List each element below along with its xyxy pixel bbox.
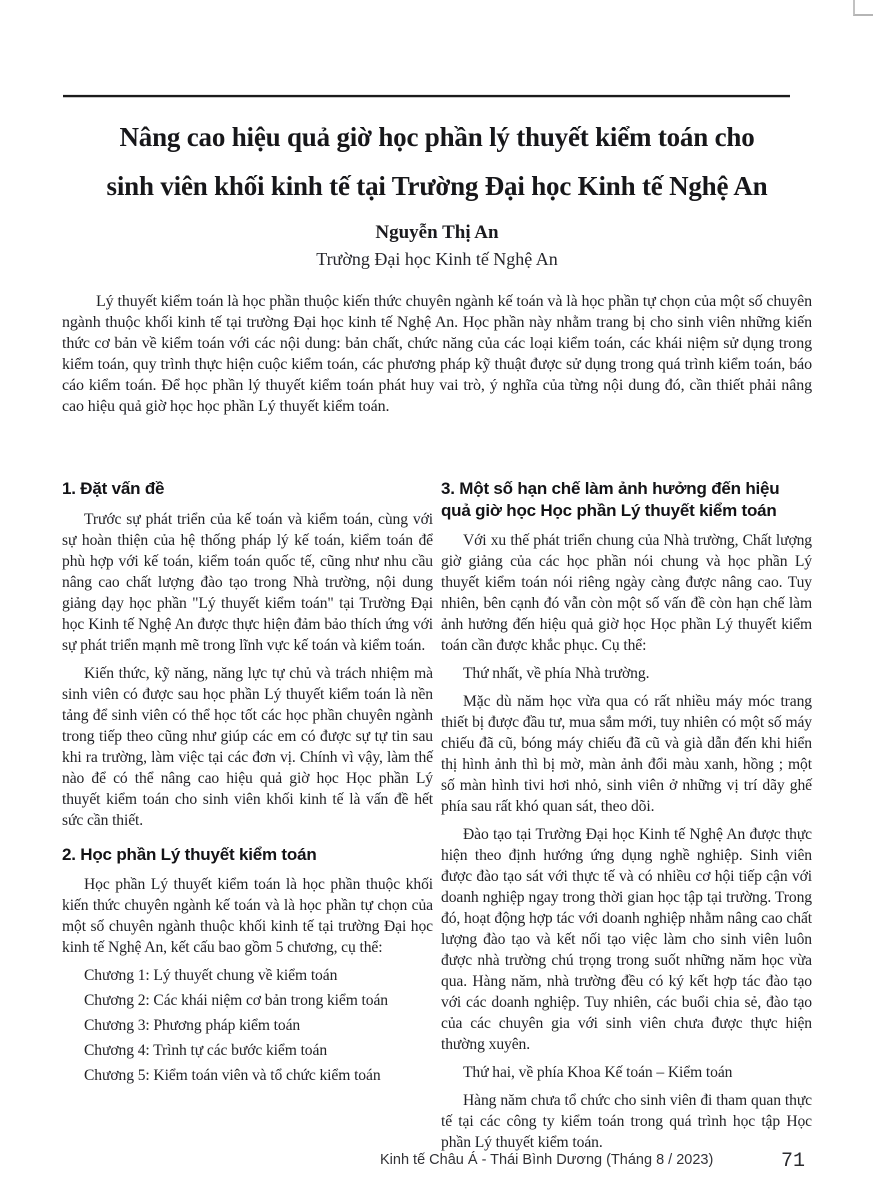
footer-journal-name: Kinh tế Châu Á - Thái Bình Dương (Tháng 8 / 2023) — [380, 1152, 714, 1168]
paragraph: Mặc dù năm học vừa qua có rất nhiều máy móc trang thiết bị được đầu tư, mua sắm mới, tuy nhiên có một số máy chiếu đã cũ, bóng máy chiếu đã cũ và già dẫn đến khi hiển thị hình ảnh thì bị mờ, màn ảnh đổi màu xanh, hồng ; một số màn hình tivi hơi nhỏ, sinh viên ở những vị trí dãy ghế phía sau rất khó quan sát, theo dõi. — [441, 693, 812, 815]
footer-page-number: 71 — [781, 1150, 806, 1173]
section-heading-1: 1. Đặt vấn đề — [62, 479, 165, 498]
header-rule — [63, 95, 790, 97]
chapter-item-3: Chương 3: Phương pháp kiểm toán — [84, 1017, 301, 1034]
chapter-item-2: Chương 2: Các khái niệm cơ bản trong kiểm toán — [84, 992, 389, 1009]
article-title — [42, 113, 832, 211]
paragraph: Đào tạo tại Trường Đại học Kinh tế Nghệ An được thực hiện theo định hướng ứng dụng nghề nghiệp. Sinh viên được đào tạo sát với thực tế và có nhiều cơ hội tiếp cận với doanh nghiệp ngay trong thời gian học tập tại trường. Trong đó, hoạt động hợp tác với doanh nghiệp nhằm nâng cao chất lượng đào tạo và kết nối tạo việc làm cho sinh viên luôn được nhà trường chú trọng trong suốt những năm học vừa qua. Hàng năm, nhà trường đều có ký kết hợp tác đào tạo với các doanh nghiệp. Tuy nhiên, các buổi chia sẻ, đào tạo của các chuyên gia với sinh viên chưa được thực hiện thường xuyên. — [441, 826, 812, 1053]
author-name: Nguyễn Thị An — [375, 222, 499, 243]
right-column — [441, 472, 812, 1160]
paragraph: Kiến thức, kỹ năng, năng lực tự chủ và trách nhiệm mà sinh viên có được sau học phần Lý thuyết kiểm toán là nền tảng để sinh viên có thể học tốt các học phần chuyên ngành trong tiếp theo cũng như giúp các em có được sự tự tin sau khi ra trường, làm việc tại các đơn vị. Chính vì vậy, làm thế nào để có thể nâng cao hiệu quả giờ học Học phần Lý thuyết kiểm toán cho sinh viên khối kinh tế là vấn đề hết sức cần thiết. — [62, 664, 433, 829]
paragraph: Với xu thế phát triển chung của Nhà trường, Chất lượng giờ giảng của các học phần nói chung và học phần Lý thuyết kiểm toán nói riêng ngày càng được nâng cao. Tuy nhiên, bên cạnh đó vẫn còn một số vấn đề còn hạn chế làm ảnh hưởng đến hiệu quả giờ học Học phần Lý thuyết kiểm toán cần được khắc phục. Cụ thể: — [441, 532, 812, 654]
title-line-2: sinh viên khối kinh tế tại Trường Đại học Kinh tế Nghệ An — [106, 171, 768, 201]
scan-corner-artifact — [853, 0, 873, 16]
title-line-1: Nâng cao hiệu quả giờ học phần lý thuyết kiểm toán cho — [119, 122, 755, 152]
chapter-item-5: Chương 5: Kiểm toán viên và tổ chức kiểm toán — [84, 1067, 381, 1084]
section-heading-3: 3. Một số hạn chế làm ảnh hưởng đến hiệu quả giờ học Học phần Lý thuyết kiểm toán — [441, 479, 780, 520]
chapter-item-1: Chương 1: Lý thuyết chung về kiểm toán — [84, 967, 338, 984]
paragraph: Học phần Lý thuyết kiểm toán là học phần thuộc khối kiến thức chuyên ngành kế toán và là học phần tự chọn của một số chuyên ngành thuộc khối kinh tế tại trường Đại học kinh tế Nghệ An, kết cấu bao gồm 5 chương, cụ thể: — [62, 876, 433, 956]
author-affiliation: Trường Đại học Kinh tế Nghệ An — [316, 249, 558, 269]
paragraph: Trước sự phát triển của kế toán và kiểm toán, cùng với sự hoàn thiện của hệ thống pháp lý kế toán, kiểm toán để phù hợp với kế toán, kiểm toán quốc tế, cũng như nhu cầu nâng cao chất lượng đào tạo trong Nhà trường, nội dung giảng dạy học phần "Lý thuyết kiểm toán" tại Trường Đại học Kinh tế Nghệ An được thực hiện đảm bảo thích ứng với sự phát triển mạnh mẽ trong lĩnh vực kế toán và kiểm toán. — [62, 510, 433, 654]
paragraph: Hàng năm chưa tổ chức cho sinh viên đi tham quan thực tế tại các công ty kiểm toán trong quá trình học tập Học phần Lý thuyết kiểm toán. — [441, 1092, 812, 1151]
section-heading-2: 2. Học phần Lý thuyết kiểm toán — [62, 844, 317, 864]
abstract-text: Lý thuyết kiểm toán là học phần thuộc kiến thức chuyên ngành kế toán và là học phần tự chọn của một số chuyên ngành thuộc khối kinh tế tại trường Đại học kinh tế Nghệ An. Học phần này nhằm trang bị cho sinh viên những kiến thức cơ bản về kiểm toán với các nội dung: bản chất, chức năng của các loại kiểm toán, các khái niệm sử dụng trong kiểm toán, quy trình thực hiện cuộc kiểm toán, các phương pháp kỹ thuật được sử dụng trong quá trình kiểm toán, báo cáo kiểm toán. Để học phần lý thuyết kiểm toán phát huy vai trò, ý nghĩa của từng nội dung đó, cần thiết phải nâng cao hiệu quả giờ học học phần Lý thuyết kiểm toán. — [62, 293, 813, 415]
paragraph: Thứ hai, về phía Khoa Kế toán – Kiểm toán — [463, 1064, 733, 1081]
left-column — [62, 472, 433, 1090]
chapter-item-4: Chương 4: Trình tự các bước kiểm toán — [84, 1042, 328, 1059]
paragraph: Thứ nhất, về phía Nhà trường. — [463, 665, 650, 682]
